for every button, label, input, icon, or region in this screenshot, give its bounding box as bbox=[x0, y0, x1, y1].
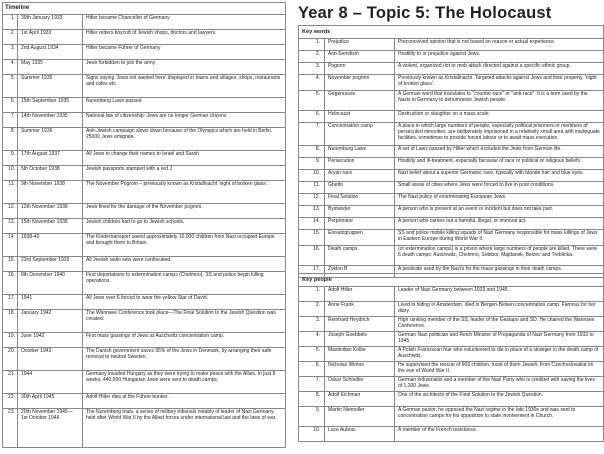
key-person-name: Anne Frank bbox=[325, 302, 395, 317]
key-word-definition: A set of Laws passed by Hitler which excluded the Jews from German life. bbox=[395, 146, 604, 158]
timeline-row bbox=[3, 394, 286, 409]
key-person-row bbox=[299, 347, 604, 362]
timeline-number: 13. bbox=[3, 219, 18, 234]
timeline-number: 16. bbox=[3, 272, 18, 295]
timeline-number: 7. bbox=[3, 113, 18, 128]
timeline-table bbox=[2, 14, 286, 448]
key-word-term: Pogrom bbox=[325, 63, 395, 75]
key-person-description: High ranking member of the SS, leader of the Gestapo and SD. He chaired the Wannsee Conference. bbox=[395, 317, 604, 332]
timeline-date: 12th November 1938 bbox=[18, 204, 83, 219]
timeline-date: 15th September 1935 bbox=[18, 98, 83, 113]
timeline-row bbox=[3, 166, 286, 181]
timeline-date: 1944 bbox=[18, 371, 83, 394]
key-word-row bbox=[299, 194, 604, 206]
timeline-row bbox=[3, 257, 286, 272]
key-word-number: 6. bbox=[299, 111, 325, 123]
timeline-row bbox=[3, 219, 286, 234]
key-word-number: 1. bbox=[299, 39, 325, 51]
timeline-row bbox=[3, 204, 286, 219]
page-title: Year 8 – Topic 5: The Holocaust bbox=[298, 4, 552, 22]
key-word-number: 12. bbox=[299, 194, 325, 206]
key-word-term: Nuremburg Laws bbox=[325, 146, 395, 158]
key-word-term: Anti-Semitism bbox=[325, 51, 395, 63]
key-person-description: Lived in hiding in Amsterdam, died in Bergen-Belsen concentration camp. Famous for her diary. bbox=[395, 302, 604, 317]
key-word-definition: A German word that translates to "counter-race" or "anti-race". It is a term used by the Nazis in Germany to dehumanise Jewish people. bbox=[395, 91, 604, 111]
timeline-panel bbox=[2, 2, 286, 448]
key-person-description: A Polish Franciscan friar who volunteered to die in place of a stranger in the death camp of Auschwitz. bbox=[395, 347, 604, 362]
key-word-number: 2. bbox=[299, 51, 325, 63]
key-word-term: Einsatzgruppen bbox=[325, 230, 395, 246]
timeline-row bbox=[3, 348, 286, 371]
timeline-date: 2nd August 1934 bbox=[18, 45, 83, 60]
key-person-number: 2. bbox=[299, 302, 325, 317]
key-person-name: Joseph Goebbels bbox=[325, 332, 395, 347]
timeline-date: 23rd September 1939 bbox=[18, 257, 83, 272]
key-word-number: 13. bbox=[299, 206, 325, 218]
key-words-panel bbox=[298, 25, 604, 278]
key-person-name: Oskar Schindler bbox=[325, 377, 395, 392]
key-word-term: Death camps bbox=[325, 246, 395, 266]
key-word-row bbox=[299, 123, 604, 146]
timeline-event: Hitler became Chancellor of Germany bbox=[83, 15, 286, 30]
timeline-number: 23. bbox=[3, 409, 18, 448]
timeline-number: 21. bbox=[3, 371, 18, 394]
key-word-definition: Preconceived opinion that is not based on reason or actual experience. bbox=[395, 39, 604, 51]
timeline-row bbox=[3, 333, 286, 348]
timeline-row bbox=[3, 151, 286, 166]
timeline-event: The Nuremberg trials, a series of military tribunals notably of leader of Nazi Germany, held after World War II by the Allied forces under international law and the laws of war. bbox=[83, 409, 286, 448]
key-word-number: 10. bbox=[299, 170, 325, 182]
timeline-number: 22. bbox=[3, 394, 18, 409]
key-word-definition: A person who carries out a harmful, illegal, or immoral act. bbox=[395, 218, 604, 230]
timeline-date: 14th November 1935 bbox=[18, 113, 83, 128]
timeline-event: First deportations to extermination camps (Chelmno), SS and police begin killing operations. bbox=[83, 272, 286, 295]
timeline-number: 17. bbox=[3, 295, 18, 310]
key-people-title: Key people bbox=[298, 273, 604, 286]
key-person-number: 5. bbox=[299, 347, 325, 362]
timeline-row bbox=[3, 371, 286, 394]
key-word-definition: A place in which large numbers of people, especially political prisoners or members of persecuted minorities, are deliberately imprisoned in a relatively small area with inadequate facilities, sometimes to provide forced labour or to await mass execution. bbox=[395, 123, 604, 146]
timeline-event: Anti-Jewish campaign slows down because of the Olympics which are held in Berlin. 25000 Jews emigrate. bbox=[83, 128, 286, 151]
key-person-row bbox=[299, 362, 604, 377]
timeline-event: All Jews to change their names to Israel and Sarah bbox=[83, 151, 286, 166]
timeline-title: Timeline bbox=[2, 2, 286, 14]
key-person-row bbox=[299, 302, 604, 317]
key-word-term: Zyklon B bbox=[325, 266, 395, 278]
key-word-row bbox=[299, 230, 604, 246]
key-person-row bbox=[299, 332, 604, 347]
key-word-definition: Hostility and ill-treatment, especially because of race or political or religious beliefs. bbox=[395, 158, 604, 170]
timeline-number: 15. bbox=[3, 257, 18, 272]
key-person-number: 4. bbox=[299, 332, 325, 347]
timeline-date: May 1935 bbox=[18, 60, 83, 75]
key-person-description: He supervised the rescue of 669 children, most of them Jewish, from Czechoslovakia on the eve of World War II. bbox=[395, 362, 604, 377]
timeline-event: The Wannsee Conference took place—The Final Solution to the Jewish Question was created. bbox=[83, 310, 286, 333]
timeline-event: Hitler orders boycott of Jewish shops, doctors and lawyers. bbox=[83, 30, 286, 45]
timeline-event: Jews fined for the damage of the November pogrom. bbox=[83, 204, 286, 219]
key-person-name: Adolf Hitler bbox=[325, 287, 395, 302]
timeline-event: Hitler became Führer of Germany bbox=[83, 45, 286, 60]
key-person-description: Leader of Nazi Germany between 1933 and 1945. bbox=[395, 287, 604, 302]
key-person-name: Luce Aubrac bbox=[325, 427, 395, 442]
timeline-row bbox=[3, 295, 286, 310]
key-person-row bbox=[299, 377, 604, 392]
key-person-number: 3. bbox=[299, 317, 325, 332]
key-word-number: 11. bbox=[299, 182, 325, 194]
timeline-number: 12. bbox=[3, 204, 18, 219]
key-word-definition: Hostility to or prejudice against Jews. bbox=[395, 51, 604, 63]
timeline-number: 8. bbox=[3, 128, 18, 151]
timeline-date: June 1942 bbox=[18, 333, 83, 348]
key-word-definition: A pesticide used by the Nazi's for the mass gassings in their death camps. bbox=[395, 266, 604, 278]
timeline-event: Jews forbidden to join the army bbox=[83, 60, 286, 75]
key-word-number: 8. bbox=[299, 146, 325, 158]
key-word-number: 3. bbox=[299, 63, 325, 75]
key-word-row bbox=[299, 170, 604, 182]
key-person-number: 7. bbox=[299, 377, 325, 392]
key-word-term: Gegenrasse bbox=[325, 91, 395, 111]
timeline-number: 9. bbox=[3, 151, 18, 166]
key-word-row bbox=[299, 75, 604, 91]
key-person-row bbox=[299, 427, 604, 442]
key-person-description: One of the architects of the Final Solution to the Jewish Question. bbox=[395, 392, 604, 407]
timeline-date: 1938-40 bbox=[18, 234, 83, 257]
timeline-event: All Jews over 6 forced to wear the yellow Star of David. bbox=[83, 295, 286, 310]
timeline-date: 30th January 1933 bbox=[18, 15, 83, 30]
key-people-table bbox=[298, 286, 604, 442]
timeline-row bbox=[3, 45, 286, 60]
key-word-number: 16. bbox=[299, 246, 325, 266]
key-person-row bbox=[299, 407, 604, 427]
timeline-row bbox=[3, 15, 286, 30]
timeline-date: 30th April 1945 bbox=[18, 394, 83, 409]
key-word-definition: Small areas of cities where Jews were forced to live in poor conditions. bbox=[395, 182, 604, 194]
key-person-description: German Nazi politician and Reich Minister of Propaganda of Nazi Germany from 1933 to 1945. bbox=[395, 332, 604, 347]
key-word-number: 14. bbox=[299, 218, 325, 230]
timeline-event: National law of citizenship- Jews are no longer German citizens bbox=[83, 113, 286, 128]
timeline-event: Jewish children had to go to Jewish schools. bbox=[83, 219, 286, 234]
key-word-row bbox=[299, 246, 604, 266]
key-word-definition: SS and police mobile killing squads of Nazi Germany responsible for mass killings of Jews in Eastern Europe during World War II. bbox=[395, 230, 604, 246]
timeline-event: Adolf Hitler dies at the Führer bunker. bbox=[83, 394, 286, 409]
timeline-number: 20. bbox=[3, 348, 18, 371]
timeline-number: 14. bbox=[3, 234, 18, 257]
key-word-number: 17. bbox=[299, 266, 325, 278]
key-word-number: 9. bbox=[299, 158, 325, 170]
timeline-date: 15th November 1938 bbox=[18, 219, 83, 234]
timeline-event: All Jewish radio sets were confiscated. bbox=[83, 257, 286, 272]
key-person-name: Reinhard Heydrich bbox=[325, 317, 395, 332]
timeline-number: 19. bbox=[3, 333, 18, 348]
timeline-row bbox=[3, 310, 286, 333]
key-person-name: Martin Niemoller bbox=[325, 407, 395, 427]
key-words-title: Key words bbox=[298, 25, 604, 38]
timeline-number: 11. bbox=[3, 181, 18, 204]
key-people-panel bbox=[298, 273, 604, 442]
key-person-row bbox=[299, 287, 604, 302]
timeline-row bbox=[3, 60, 286, 75]
key-word-row bbox=[299, 39, 604, 51]
key-word-number: 15. bbox=[299, 230, 325, 246]
timeline-event: Jewish passports stamped with a red J. bbox=[83, 166, 286, 181]
timeline-date: Summer 1936 bbox=[18, 128, 83, 151]
key-word-definition: A person who is present at an event or incident but does not take part. bbox=[395, 206, 604, 218]
key-person-name: Adolf Eichman bbox=[325, 392, 395, 407]
timeline-event: Germany invaded Hungary as they were trying to make peace with the Allies. In just 8 weeks, 440,000 Hungarian Jews were sent to death camps. bbox=[83, 371, 286, 394]
timeline-event: First mass gassings of Jews at Auschwitz concentration camp. bbox=[83, 333, 286, 348]
timeline-row bbox=[3, 75, 286, 98]
key-word-term: Aryan race bbox=[325, 170, 395, 182]
timeline-number: 1. bbox=[3, 15, 18, 30]
timeline-date: 5th October 1938 bbox=[18, 166, 83, 181]
timeline-date: 1st April 1933 bbox=[18, 30, 83, 45]
key-word-term: Ghetto bbox=[325, 182, 395, 194]
key-word-definition: The Nazi policy of exterminating European Jews. bbox=[395, 194, 604, 206]
key-words-table bbox=[298, 38, 604, 278]
key-person-number: 6. bbox=[299, 362, 325, 377]
key-word-row bbox=[299, 206, 604, 218]
timeline-date: 17th August 1937 bbox=[18, 151, 83, 166]
key-word-number: 4. bbox=[299, 75, 325, 91]
key-person-name: Maximilian Kolbe bbox=[325, 347, 395, 362]
timeline-number: 5. bbox=[3, 75, 18, 98]
timeline-event: The November Pogrom – previously known as Kristallnacht 'night of broken glass'. bbox=[83, 181, 286, 204]
key-word-row bbox=[299, 158, 604, 170]
timeline-number: 2. bbox=[3, 30, 18, 45]
key-person-description: A German pastor, he opposed the Nazi regime in the late 1930s and was sent to concentration camps for his opposition to state involvement in Church. bbox=[395, 407, 604, 427]
key-person-description: A member of the French resistance. bbox=[395, 427, 604, 442]
timeline-row bbox=[3, 181, 286, 204]
timeline-date: 8th December 1940 bbox=[18, 272, 83, 295]
timeline-row bbox=[3, 128, 286, 151]
timeline-row bbox=[3, 98, 286, 113]
timeline-date: 20th November 1945—1st October 1946 bbox=[18, 409, 83, 448]
key-person-description: German industrialist and a member of the Nazi Party who is credited with saving the lives of 1,200 Jews. bbox=[395, 377, 604, 392]
timeline-date: Summer 1935 bbox=[18, 75, 83, 98]
key-person-number: 8. bbox=[299, 392, 325, 407]
key-word-definition: (or extermination camps) is a prison where large numbers of people are killed. There were 6 death camps: Auschwitz, Chelmno, Sobibor, Majdanek, Belzec and Treblinka. bbox=[395, 246, 604, 266]
key-person-name: Nicholas Winton bbox=[325, 362, 395, 377]
key-word-row bbox=[299, 218, 604, 230]
key-word-term: Prejudice bbox=[325, 39, 395, 51]
key-word-definition: Destruction or slaughter on a mass scale. bbox=[395, 111, 604, 123]
key-word-term: Concentration camp bbox=[325, 123, 395, 146]
timeline-number: 18. bbox=[3, 310, 18, 333]
key-person-number: 1. bbox=[299, 287, 325, 302]
timeline-date: October 1943 bbox=[18, 348, 83, 371]
key-word-row bbox=[299, 182, 604, 194]
key-word-definition: Previously known as Kristallnacht. Targeted attacks against Jews and their property, 'night of broken glass'. bbox=[395, 75, 604, 91]
key-word-term: Persecution bbox=[325, 158, 395, 170]
key-person-row bbox=[299, 317, 604, 332]
key-word-term: Perpetrator bbox=[325, 218, 395, 230]
timeline-number: 6. bbox=[3, 98, 18, 113]
timeline-date: 9th November 1938 bbox=[18, 181, 83, 204]
timeline-event: The Kindertransport saved approximately 10,000 children from Nazi occupied Europe and brought them to Britain. bbox=[83, 234, 286, 257]
key-word-row bbox=[299, 63, 604, 75]
timeline-date: January 1942 bbox=[18, 310, 83, 333]
timeline-number: 10. bbox=[3, 166, 18, 181]
timeline-event: Nuremberg Laws passed bbox=[83, 98, 286, 113]
key-word-row bbox=[299, 146, 604, 158]
timeline-row bbox=[3, 234, 286, 257]
timeline-number: 3. bbox=[3, 45, 18, 60]
timeline-row bbox=[3, 30, 286, 45]
key-word-definition: Nazi belief about a superior Germanic race, typically with blonde hair and blue eyes. bbox=[395, 170, 604, 182]
key-word-term: Holocaust bbox=[325, 111, 395, 123]
timeline-row bbox=[3, 272, 286, 295]
key-word-number: 7. bbox=[299, 123, 325, 146]
timeline-row bbox=[3, 409, 286, 448]
timeline-date: 1941 bbox=[18, 295, 83, 310]
timeline-event: Signs saying 'Jews not wanted here' displayed in towns and villages, shops, restaurants and cafes etc. bbox=[83, 75, 286, 98]
timeline-event: The Danish government saves 95% of the Jews in Denmark, by arranging their safe removal to neutral Sweden. bbox=[83, 348, 286, 371]
key-word-row bbox=[299, 111, 604, 123]
key-word-term: Final Solution bbox=[325, 194, 395, 206]
timeline-row bbox=[3, 113, 286, 128]
key-word-definition: A violent, organized riot or mob attack directed against a specific ethnic group. bbox=[395, 63, 604, 75]
key-word-number: 5. bbox=[299, 91, 325, 111]
key-person-row bbox=[299, 392, 604, 407]
timeline-number: 4. bbox=[3, 60, 18, 75]
key-word-term: November pogrom bbox=[325, 75, 395, 91]
key-person-number: 9. bbox=[299, 407, 325, 427]
key-word-row bbox=[299, 91, 604, 111]
key-word-term: Bystander bbox=[325, 206, 395, 218]
key-word-row bbox=[299, 51, 604, 63]
key-person-number: 10. bbox=[299, 427, 325, 442]
